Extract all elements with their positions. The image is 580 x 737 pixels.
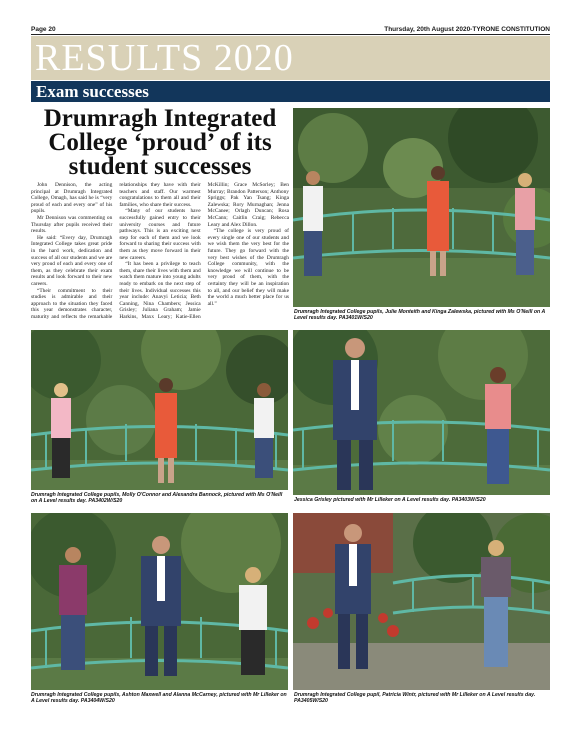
section-title: Exam successes: [36, 82, 149, 101]
caption-photo1: Drumragh Integrated College pupils, Julie Monteith and Kinga Zalewska, pictured with Ms O'Neill on A Level results day. PA3401W/S20: [294, 309, 546, 322]
caption-photo4: Drumragh Integrated College pupils, Ashton Maxwell and Alanna McCarney, pictured with Mr Lilleker on A Level results day. PA3404W/S20: [31, 692, 287, 705]
article-paragraph: Mr Dennison was commenting on Thursday after pupils received their results.: [31, 214, 113, 235]
article-paragraph: He said: “Every day, Drumragh Integrated College takes great pride in the hard work, dedication and success of all our students and we are very proud of each and every one of them, as they celebrate their exam results and look forward to their new careers.: [31, 234, 113, 287]
article-paragraph: John Dennison, the acting principal at Drumragh Integrated College, Omagh, has said he is “very proud of each and every one” of his pupils.: [31, 182, 113, 215]
article-paragraph: “Their commitment to their studies is admirable and their approach to the situation they faced this year demonstrates character, maturity and reflects the remarkable relationships they have with their teachers and staff. Our warmest congratulations to them all and their families, who share their success.: [31, 182, 201, 320]
article-body: [31, 182, 289, 327]
publication-date: Thursday, 20th August 2020-TYRONE CONSTITUTION: [384, 26, 550, 33]
article-headline: Drumragh Integrated College ‘proud’ of its student successes: [43, 105, 277, 180]
caption-photo3: Jessica Grisley pictured with Mr Lilleker on A Level results day. PA3403W/S20: [294, 497, 486, 503]
photo-three-on-bridge: [293, 108, 550, 307]
article-paragraph: “It has been a privilege to teach them, share their lives with them and watch them mature into young adults ready to embark on the next step of their lives. Individual successes this year include: Anavyi Leticia; Beth Canning, Nina Chambers; Jessica Grisley; Juliana Graham; Jamie Harkins, Maxx Leary; Katie-Ellen McKillin; Grace McSorley; Ben Murray; Brandon Patterson; Anthony Spriggs; Pak Yan Tsang; Kinga Zalewska; Rory Murnaghan; Jenna McCanee; Orlagh Duncan; Rosa McCann; Caitlin Craig; Rebecca Leary and Alex Dillon.: [119, 182, 289, 320]
banner-title: RESULTS 2020: [35, 37, 294, 79]
page-number: Page 20: [31, 26, 56, 33]
photo-teacher-two-pupils: [31, 330, 288, 490]
article-paragraph: “Many of our students have successfully gained entry to their university courses and future pathways. This is an exciting next step for each of them and we look forward to sharing their success with them as they move forward in their new careers.: [119, 208, 201, 261]
photo-teacher-two-pupils-2: [31, 513, 288, 690]
header-rule: [31, 34, 550, 35]
article-paragraph: “The college is very proud of every single one of our students and we wish them the very best for the future. They go forward with the very best wishes of the Drumragh College community, with the knowledge we will continue to be very proud of them, with the certainty they will be an inspiration to all, and our belief they will make the world a much better place for us all.”: [207, 228, 289, 307]
caption-photo2: Drumragh Integrated College pupils, Molly O'Connor and Alexandra Bannock, pictured with Ms O'Neill on A Level results day. PA3402W/S20: [31, 492, 283, 505]
caption-photo5: Drumragh Integrated College pupil, Patricia Wintr, pictured with Mr Lilleker on A Level results day. PA3405W/S20: [294, 692, 536, 705]
photo-teacher-pupil-garden: [293, 513, 550, 690]
photo-teacher-one-pupil: [293, 330, 550, 495]
